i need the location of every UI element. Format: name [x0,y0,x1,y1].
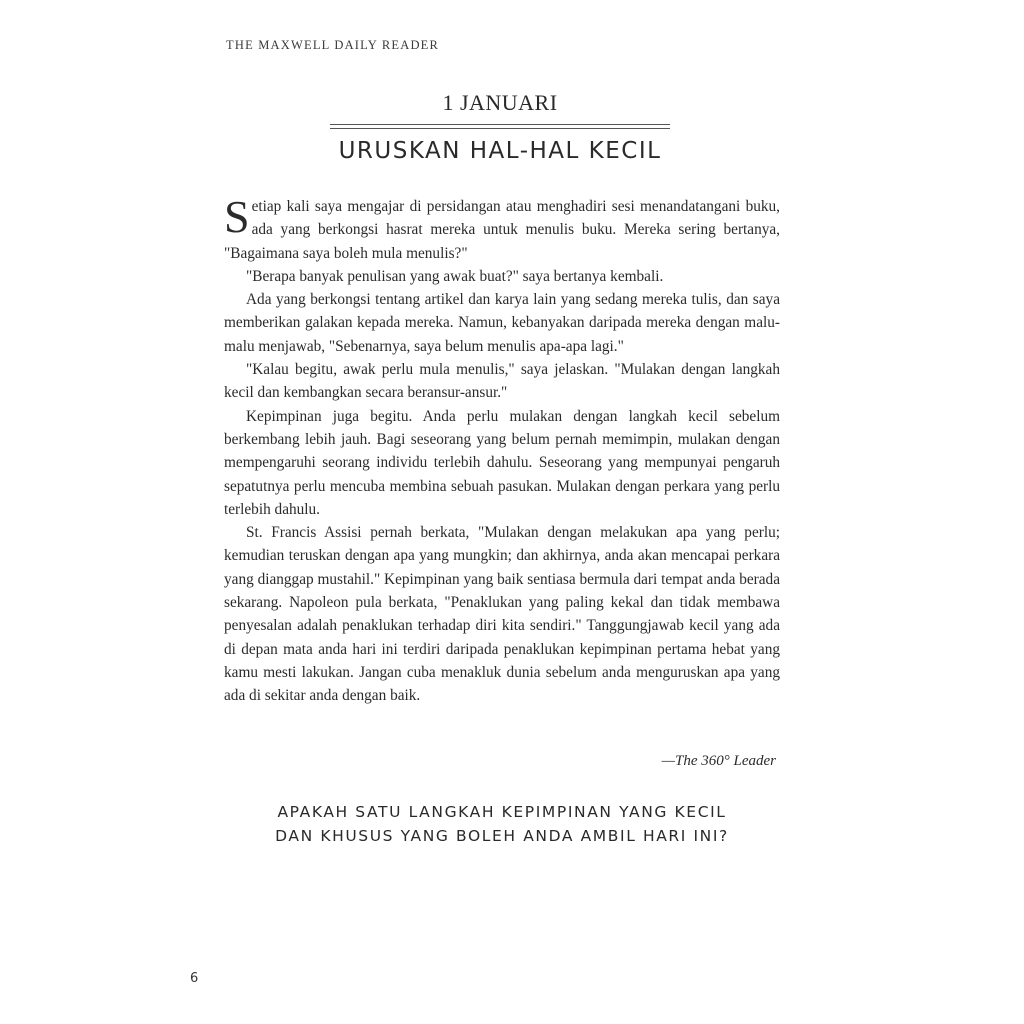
paragraph-6: St. Francis Assisi pernah berkata, "Mulakan dengan melakukan apa yang perlu; kemudian teruskan dengan apa yang mungkin; dan akhirnya, anda akan mencapai perkara yang dianggap mustahil." Kepimpinan yang baik sentiasa bermula dari tempat anda berada sekarang. Napoleon pula berkata, "Penaklukan yang paling kekal dan tidak membawa penyesalan adalah penaklukan terhadap diri kita sendiri." Tanggungjawab kecil yang ada di depan mata anda hari ini terdiri daripada penaklukan kepimpinan pertama hebat yang kamu mesti lakukan. Jangan cuba menakluk dunia sebelum anda menguruskan apa yang ada di sekitar anda dengan baik. [224,524,780,705]
body-text [224,191,780,708]
question-line-2: DAN KHUSUS YANG BOLEH ANDA AMBIL HARI INI? [275,827,729,845]
quote-attribution: —The 360° Leader [661,753,776,769]
page-number: 6 [190,971,199,986]
paragraph-3: Ada yang berkongsi tentang artikel dan karya lain yang sedang mereka tulis, dan saya memberikan galakan kepada mereka. Namun, kebanyakan daripada mereka dengan malu-malu menjawab, "Sebenarnya, saya belum menulis apa-apa lagi." [224,291,780,355]
paragraph-5: Kepimpinan juga begitu. Anda perlu mulakan dengan langkah kecil sebelum berkembang lebih jauh. Bagi seseorang yang belum pernah memimpin, mulakan dengan mempengaruhi seorang individu terlebih dahulu. Seseorang yang mempunyai pengaruh sepatutnya perlu mencuba membina sebuah pasukan. Mulakan dengan perkara yang perlu terlebih dahulu. [224,407,780,518]
running-head: THE MAXWELL DAILY READER [226,38,440,52]
paragraph-1-text: etiap kali saya mengajar di persidangan atau menghadiri sesi menandatangani buku, ada yang berkongsi hasrat mereka untuk menulis buku. Mereka sering bertanya, "Bagaimana saya boleh mula menulis?" [224,198,780,262]
paragraph-4: "Kalau begitu, awak perlu mula menulis," saya jelaskan. "Mulakan dengan langkah kecil dan kembangkan secara beransur-ansur." [224,361,780,402]
paragraph-1 [224,191,780,265]
paragraph-2: "Berapa banyak penulisan yang awak buat?" saya bertanya kembali. [246,267,664,285]
reflection-question [224,800,780,848]
title-divider-top [330,124,670,125]
title-divider-bottom [330,128,670,129]
question-line-1: APAKAH SATU LANGKAH KEPIMPINAN YANG KECIL [277,803,727,821]
dropcap-letter: S [224,191,250,242]
date-title: 1 JANUARI [442,90,558,115]
chapter-title: URUSKAN HAL-HAL KECIL [338,138,662,164]
